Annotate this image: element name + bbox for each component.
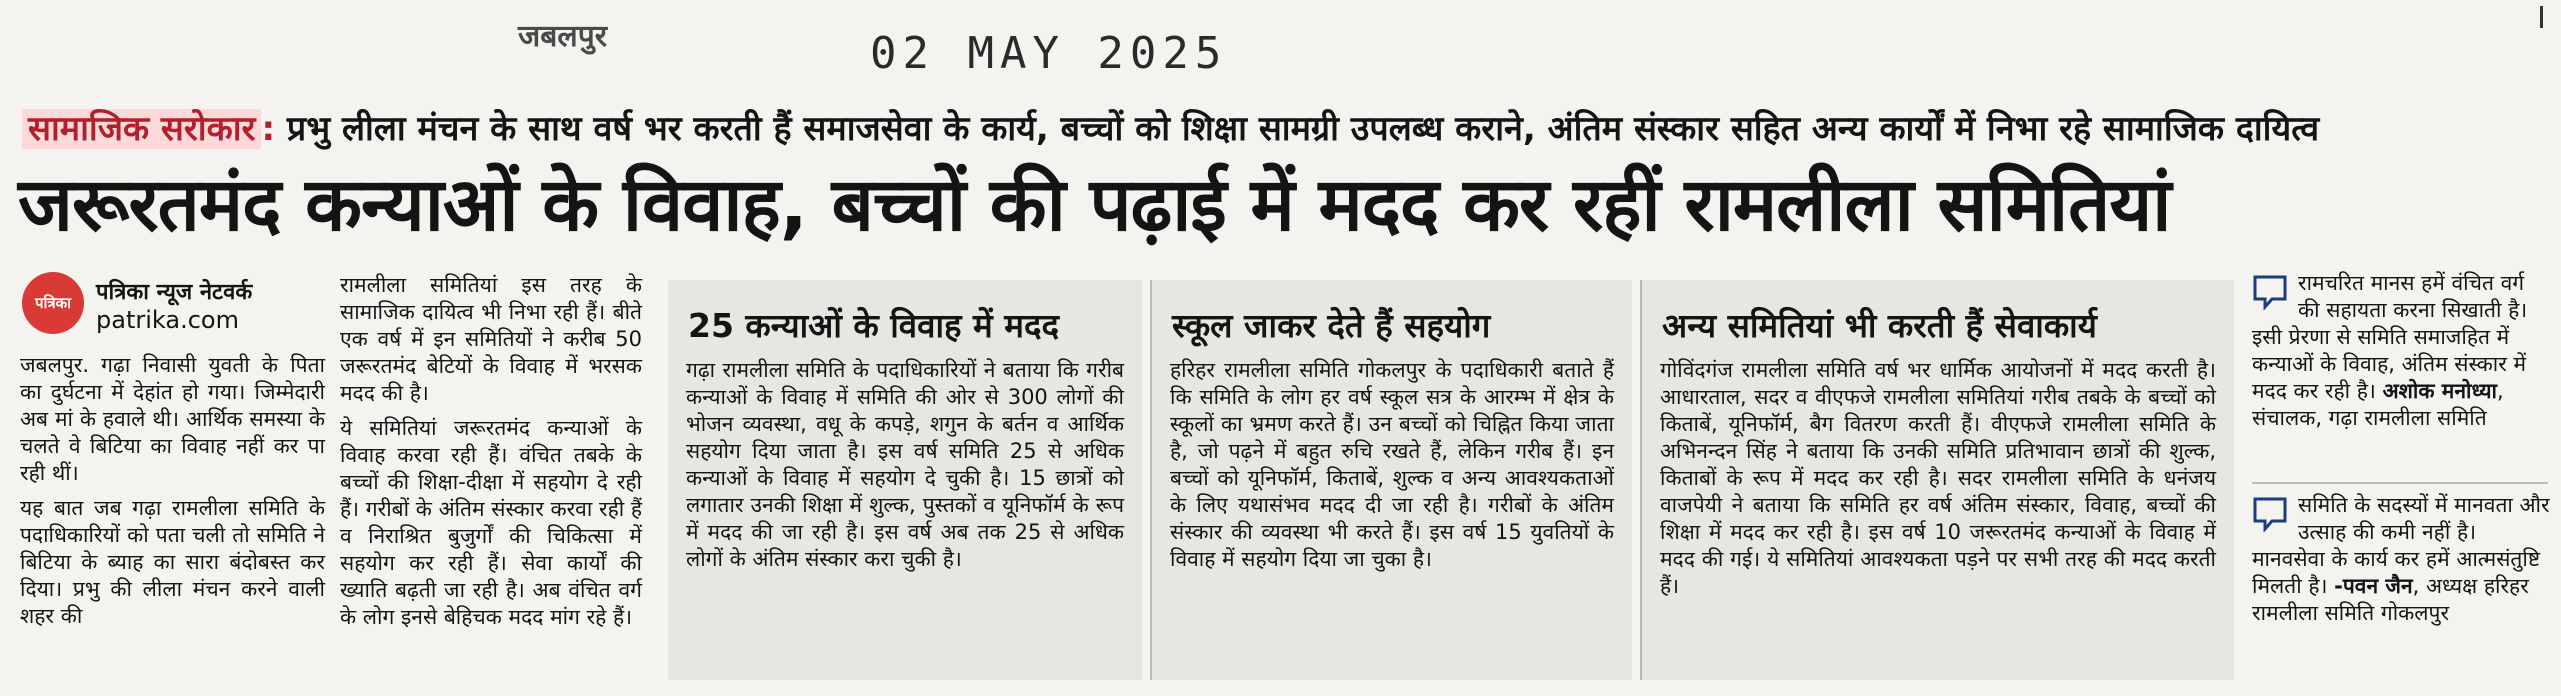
panel-other-committees: [1640, 280, 2234, 680]
panel-heading: 25 कन्याओं के विवाह में मदद: [688, 306, 1060, 345]
quote-attribution: अशोक मनोध्या: [2382, 379, 2497, 403]
quote-attribution: -पवन जैन: [2334, 574, 2413, 598]
intro-paragraph: जबलपुर. गढ़ा निवासी युवती के पिता का दुर्घटना में देहांत हो गया। जिम्मेदारी अब मां के हवाले थी। आर्थिक समस्या के चलते वे बिटिया का विवाह नहीं कर पा रही थीं।: [20, 353, 325, 485]
panel-school-support: [1150, 280, 1632, 680]
panel-heading: स्कूल जाकर देते हैं सहयोग: [1172, 306, 1491, 345]
quote-icon: [2252, 496, 2288, 532]
byline: [22, 268, 322, 338]
intro-paragraph: ये समितियां जरूरतमंद कन्याओं के विवाह करवा रही हैं। वंचित तबके के बच्चों की शिक्षा-दीक्षा में सहयोग दे रही हैं। गरीबों के अंतिम संस्कार करवा रही हैं व निराश्रित बुजुर्गों की चिकित्सा में सहयोग कर रही हैं। सेवा कार्यों की ख्याति बढ़ती जा रही है। अब वंचित वर्ग के लोग इनसे बेहिचक मदद मांग रहे हैं।: [340, 416, 642, 629]
panel-text: हरिहर रामलीला समिति गोकलपुर के पदाधिकारी बताते हैं कि समिति के लोग हर वर्ष स्कूल सत्र के आरम्भ में क्षेत्र के स्कूलों का भ्रमण करते हैं। उन बच्चों को चिह्नित किया जाता है, जो पढ़ने में बहुत रुचि रखते हैं, लेकिन गरीब हैं। इन बच्चों को यूनिफॉर्म, किताबें, शुल्क व अन्य आवश्यकताओं के लिए यथासंभव मदद दी जा रही है। गरीबों के अंतिम संस्कार की व्यवस्था भी करते हैं। इस वर्ष 15 युवतियों के विवाह में सहयोग दिया जा चुका है।: [1170, 358, 1614, 571]
kicker: [22, 104, 2542, 150]
panel-text: गोविंदगंज रामलीला समिति वर्ष भर धार्मिक आयोजनों में मदद करती है। आधारताल, सदर व वीएफजे रामलीला समितियां गरीब तबके के बच्चों को किताबें, यूनिफॉर्म, बैग वितरण करती हैं। वीएफजे रामलीला समिति के अभिनन्दन सिंह ने बताया कि उनकी समिति प्रतिभावान छात्रों की शुल्क, किताबों के रूप में मदद कर रही है। सदर रामलीला समिति के धनंजय वाजपेयी ने बताया कि समिति हर वर्ष अंतिम संस्कार, विवाह, बच्चों की शिक्षा में मदद कर रही है। इस वर्ष 10 जरूरतमंद कन्याओं के विवाह में मदद की गई। ये समितियां आवश्यकता पड़ने पर सभी तरह की मदद करती हैं।: [1660, 358, 2216, 598]
byline-bureau: पत्रिका न्यूज नेटवर्क: [96, 280, 253, 305]
dateline: [0, 6, 2561, 86]
quote-role: , अध्यक्ष हरिहर रामलीला समिति गोकलपुर: [2252, 574, 2529, 625]
dateline-city: जबलपुर: [518, 19, 608, 54]
quote-ashok: [2252, 270, 2552, 432]
quote-text: समिति के सदस्यों में मानवता और उत्साह की कमी नहीं है। मानवसेवा के कार्य कर हमें आत्मसंतुष्टि मिलती है।: [2252, 493, 2550, 598]
headline: जरूरतमंद कन्याओं के विवाह, बच्चों की पढ़ाई में मदद कर रहीं रामलीला समितियां: [18, 162, 2171, 248]
byline-site: patrika.com: [96, 306, 239, 334]
quote-divider: [2252, 482, 2548, 484]
panel-heading: अन्य समितियां भी करती हैं सेवाकार्य: [1662, 306, 2097, 345]
intro-paragraph: रामलीला समितियां इस तरह के सामाजिक दायित्व भी निभा रही हैं। बीते एक वर्ष में इन समितियों ने करीब 50 जरूरतमंद बेटियों के विवाह में भरसक मदद की है।: [340, 273, 642, 405]
panel-text: गढ़ा रामलीला समिति के पदाधिकारियों ने बताया कि गरीब कन्याओं के विवाह में समिति की ओर से 300 लोगों की भोजन व्यवस्था, वधू के कपड़े, शगुन के बर्तन व आर्थिक सहयोग दिया जाता है। इस वर्ष समिति 25 से अधिक कन्याओं के विवाह में सहयोग दे चुकी है। 15 छात्रों को लगातार उनकी शिक्षा में शुल्क, पुस्तकों व यूनिफॉर्म के रूप में मदद की जा रही है। इस वर्ष अब तक 25 से अधिक लोगों के अंतिम संस्कार करा चुकी है।: [686, 358, 1124, 571]
quote-text: रामचरित मानस हमें वंचित वर्ग की सहायता करना सिखाती है। इसी प्रेरणा से समिति समाजहित में कन्याओं के विवाह, अंतिम संस्कार में मदद कर रही है।: [2252, 271, 2528, 403]
kicker-text: प्रभु लीला मंचन के साथ वर्ष भर करती हैं समाजसेवा के कार्य, बच्चों को शिक्षा सामग्री उपलब्ध कराने, अंतिम संस्कार सहित अन्य कार्यों में निभा रहे सामाजिक दायित्व: [286, 109, 2320, 149]
intro-paragraph: यह बात जब गढ़ा रामलीला समिति के पदाधिकारियों को पता चली तो समिति ने बिटिया के ब्याह का सारा बंदोबस्त कर दिया। प्रभु की लीला मंचन करने वाली शहर की: [20, 496, 325, 628]
patrika-logo: [22, 272, 84, 334]
kicker-tag: सामाजिक सरोकार: [22, 109, 261, 149]
edge-mark: [2540, 6, 2543, 28]
quote-pawan: [2252, 492, 2552, 627]
panel-marriage-help: [668, 280, 1142, 680]
intro-column-2: [340, 272, 642, 639]
quote-role: , संचालक, गढ़ा रामलीला समिति: [2252, 379, 2504, 430]
logo-text: पत्रिका: [34, 294, 72, 312]
dateline-date: 02 MAY 2025: [870, 28, 1228, 79]
quote-icon: [2252, 274, 2288, 310]
kicker-colon: :: [261, 109, 276, 149]
intro-column-1: [20, 352, 325, 638]
